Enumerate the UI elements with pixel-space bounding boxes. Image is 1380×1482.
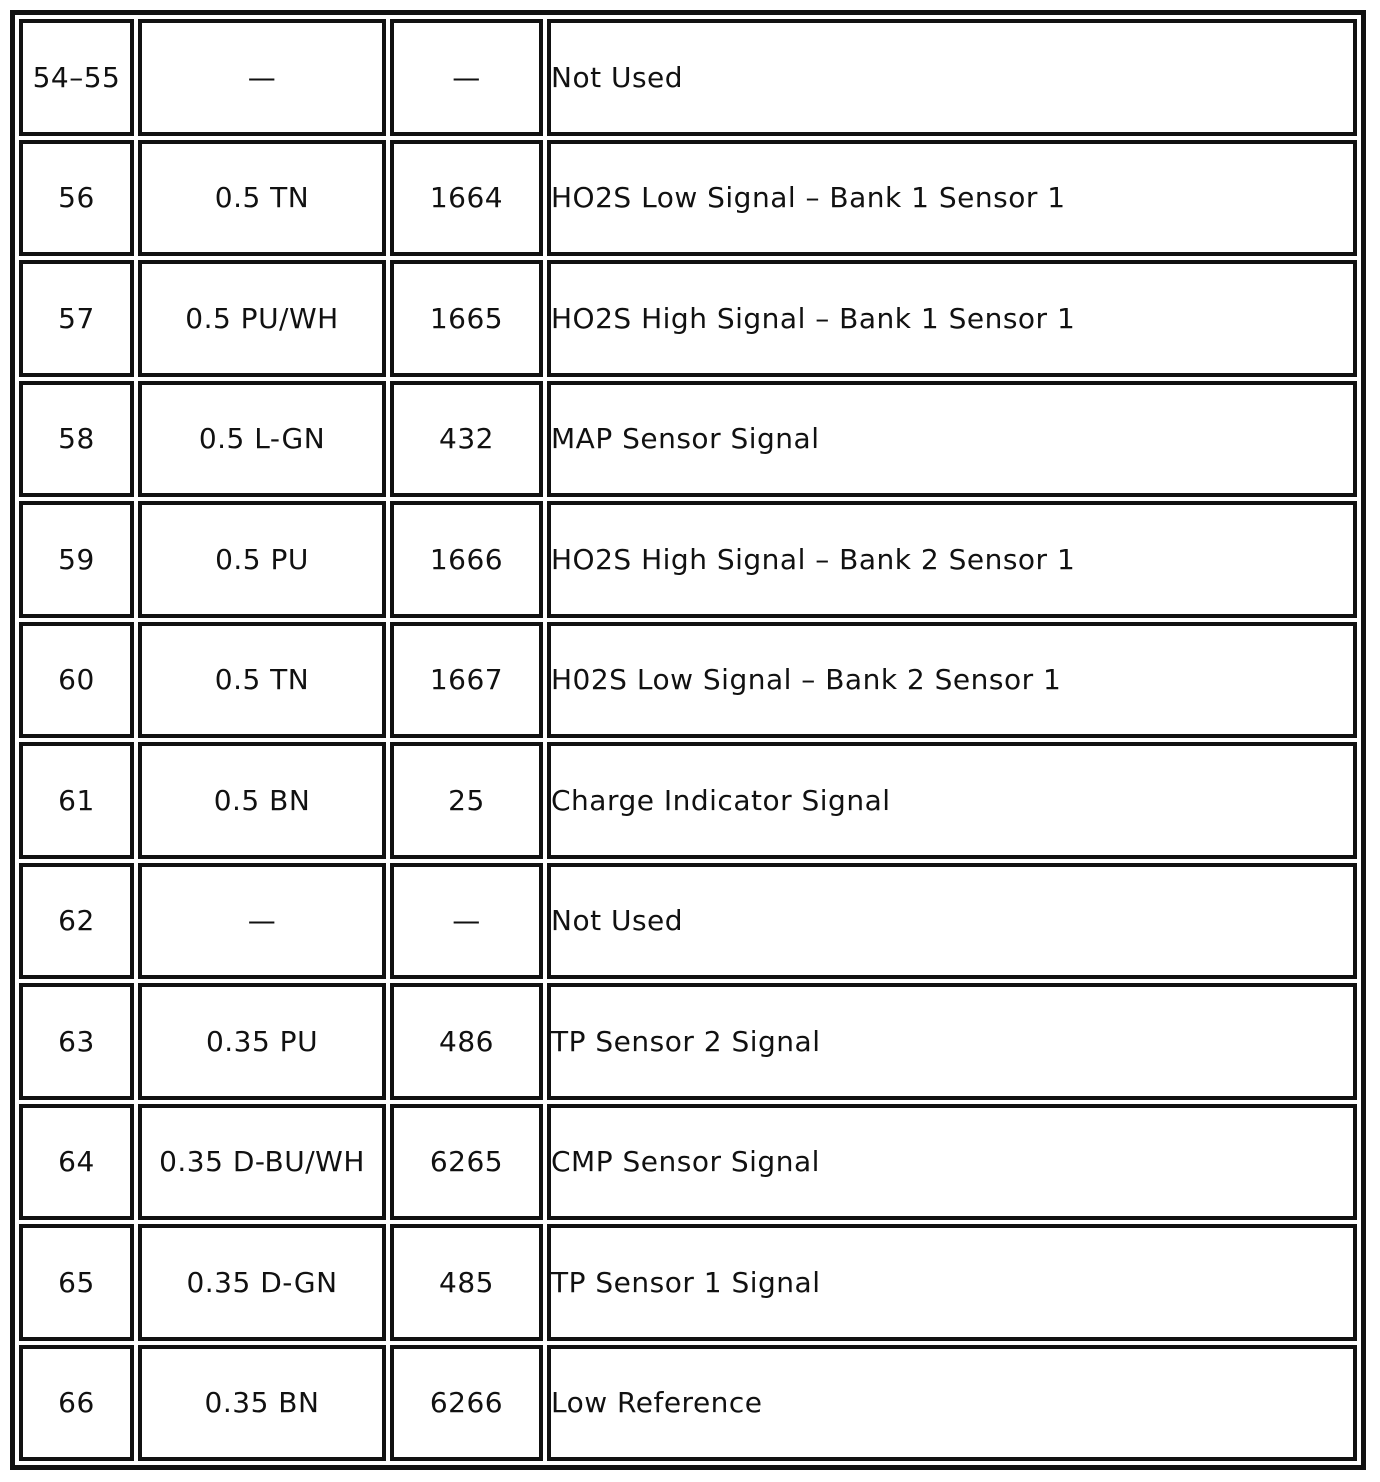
table-row: [19, 742, 1357, 859]
function-cell: HO2S Low Signal – Bank 1 Sensor 1: [547, 140, 1357, 257]
circuit-cell: 1667: [390, 622, 543, 739]
wire-cell: 0.35 BN: [138, 1345, 386, 1462]
circuit-cell: 485: [390, 1224, 543, 1341]
wire-cell: 0.5 PU: [138, 501, 386, 618]
pin-cell: 63: [19, 983, 134, 1100]
pin-cell: 56: [19, 140, 134, 257]
pinout-table: [15, 15, 1361, 1465]
table-row: [19, 983, 1357, 1100]
circuit-cell: 1664: [390, 140, 543, 257]
circuit-cell: 25: [390, 742, 543, 859]
pin-cell: 61: [19, 742, 134, 859]
function-cell: Not Used: [547, 863, 1357, 980]
table-row: [19, 1104, 1357, 1221]
circuit-cell: 6266: [390, 1345, 543, 1462]
wire-cell: 0.5 TN: [138, 622, 386, 739]
pin-cell: 54–55: [19, 19, 134, 136]
wire-cell: 0.35 D-GN: [138, 1224, 386, 1341]
table-row: [19, 19, 1357, 136]
function-cell: H02S Low Signal – Bank 2 Sensor 1: [547, 622, 1357, 739]
pin-cell: 65: [19, 1224, 134, 1341]
circuit-cell: 6265: [390, 1104, 543, 1221]
wire-cell: 0.35 D-BU/WH: [138, 1104, 386, 1221]
pin-cell: 64: [19, 1104, 134, 1221]
function-cell: HO2S High Signal – Bank 1 Sensor 1: [547, 260, 1357, 377]
function-cell: TP Sensor 2 Signal: [547, 983, 1357, 1100]
table-row: [19, 1224, 1357, 1341]
wire-cell: 0.35 PU: [138, 983, 386, 1100]
circuit-cell: —: [390, 19, 543, 136]
table-row: [19, 260, 1357, 377]
circuit-cell: 486: [390, 983, 543, 1100]
table-row: [19, 140, 1357, 257]
wire-cell: 0.5 PU/WH: [138, 260, 386, 377]
pin-cell: 57: [19, 260, 134, 377]
circuit-cell: 1665: [390, 260, 543, 377]
function-cell: Low Reference: [547, 1345, 1357, 1462]
function-cell: MAP Sensor Signal: [547, 381, 1357, 498]
table-row: [19, 501, 1357, 618]
pinout-table-body: [19, 19, 1357, 1461]
wire-cell: —: [138, 863, 386, 980]
wire-cell: —: [138, 19, 386, 136]
pin-cell: 58: [19, 381, 134, 498]
function-cell: Not Used: [547, 19, 1357, 136]
pin-cell: 62: [19, 863, 134, 980]
table-row: [19, 622, 1357, 739]
function-cell: CMP Sensor Signal: [547, 1104, 1357, 1221]
function-cell: TP Sensor 1 Signal: [547, 1224, 1357, 1341]
table-row: [19, 1345, 1357, 1462]
pin-cell: 60: [19, 622, 134, 739]
table-row: [19, 863, 1357, 980]
table-row: [19, 381, 1357, 498]
wire-cell: 0.5 TN: [138, 140, 386, 257]
circuit-cell: 432: [390, 381, 543, 498]
function-cell: HO2S High Signal – Bank 2 Sensor 1: [547, 501, 1357, 618]
pin-cell: 59: [19, 501, 134, 618]
circuit-cell: —: [390, 863, 543, 980]
function-cell: Charge Indicator Signal: [547, 742, 1357, 859]
circuit-cell: 1666: [390, 501, 543, 618]
pin-cell: 66: [19, 1345, 134, 1462]
wire-cell: 0.5 BN: [138, 742, 386, 859]
pinout-table-frame: [10, 10, 1366, 1470]
wire-cell: 0.5 L-GN: [138, 381, 386, 498]
